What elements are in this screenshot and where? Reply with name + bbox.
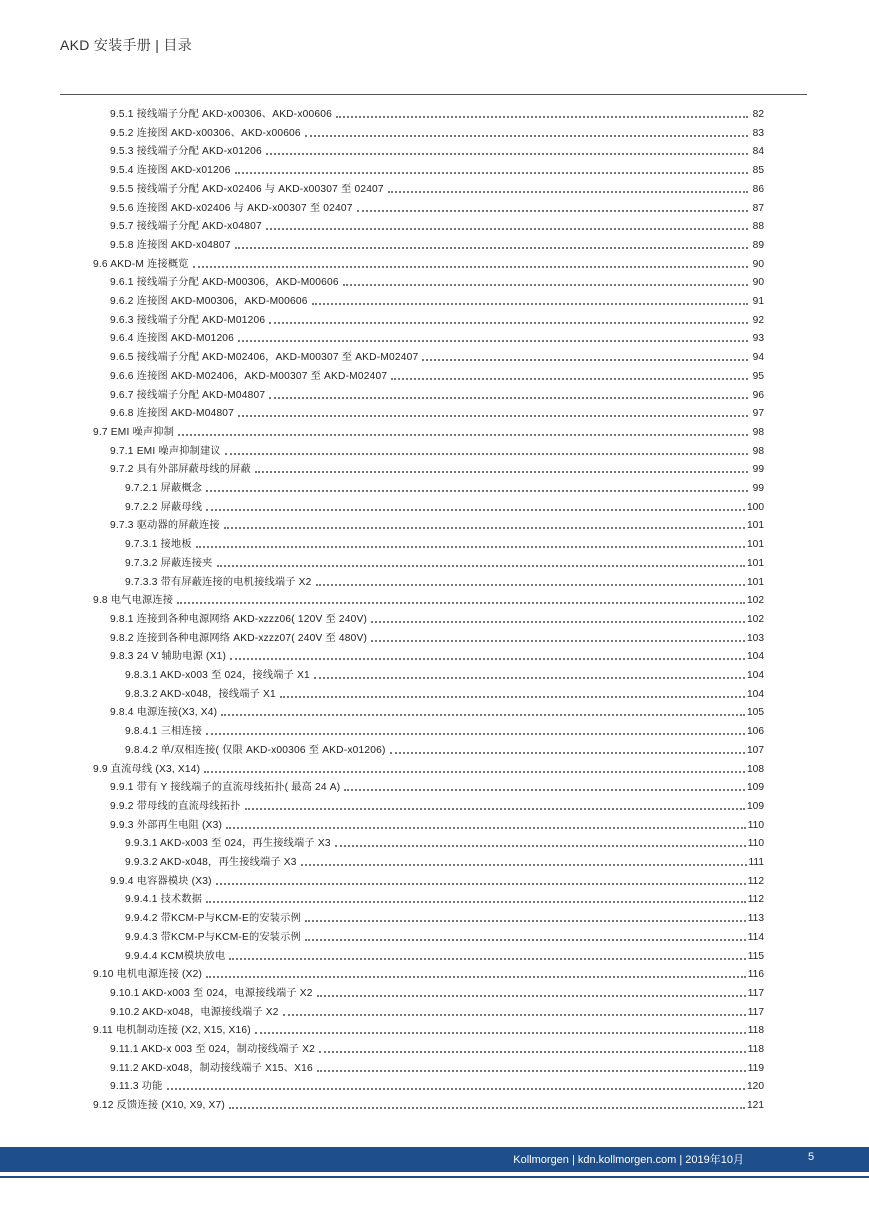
toc-entry-label: 9.7.1 EMI 噪声抑制建议 (110, 445, 221, 457)
footer-text: Kollmorgen | kdn.kollmorgen.com | 2019年10月 (513, 1154, 744, 1166)
toc-entry[interactable] (125, 832, 764, 850)
toc-entry-label: 9.10.2 AKD-x048，电源接线端子 X2 (110, 1006, 279, 1018)
toc-entry-page: 99 (752, 483, 764, 494)
toc-entry-page: 106 (747, 726, 764, 738)
toc-leader-dots (301, 864, 747, 866)
toc-entry-page: 97 (752, 408, 764, 420)
toc-entry-label: 9.5.5 接线端子分配 AKD-x02406 与 AKD-x00307 至 02407 (110, 183, 384, 195)
toc-leader-dots (206, 733, 745, 735)
toc-leader-dots (390, 752, 745, 754)
toc-entry[interactable] (125, 496, 764, 514)
toc-entry[interactable] (110, 140, 764, 158)
toc-leader-dots (317, 995, 746, 997)
toc-leader-dots (312, 303, 748, 305)
toc-entry[interactable] (110, 701, 764, 719)
toc-entry[interactable] (125, 533, 764, 551)
toc-leader-dots (206, 490, 748, 492)
toc-entry-page: 88 (752, 221, 764, 233)
toc-leader-dots (343, 284, 748, 286)
toc-leader-dots (235, 247, 748, 249)
toc-entry-page: 89 (752, 239, 764, 251)
toc-entry-page: 117 (747, 1006, 764, 1018)
toc-leader-dots (319, 1051, 746, 1053)
toc-entry-page: 95 (752, 370, 764, 382)
toc-entry-label: 9.11.1 AKD-x 003 至 024，制动接线端子 X2 (110, 1044, 315, 1055)
toc-leader-dots (391, 378, 748, 380)
toc-entry[interactable] (125, 552, 764, 570)
toc-entry-page: 83 (752, 127, 764, 139)
toc-entry[interactable] (93, 253, 764, 271)
toc-entry-label: 9.8.2 连接到各种电源网络 AKD-xzzz07( 240V 至 480V) (110, 632, 368, 644)
toc-entry-label: 9.8.3.2 AKD-x048，接线端子 X1 (125, 688, 276, 700)
toc-entry-label: 9.5.4 连接图 AKD-x01206 (110, 165, 231, 177)
toc-entry[interactable] (110, 776, 764, 794)
toc-entry-label: 9.9.4.4 KCM模块放电 (125, 950, 226, 962)
toc-leader-dots (177, 602, 745, 604)
toc-entry[interactable] (110, 103, 764, 121)
toc-leader-dots (357, 210, 748, 212)
toc-entry-page: 120 (747, 1081, 764, 1093)
toc-entry-label: 9.9.4.1 技术数据 (125, 894, 203, 906)
toc-entry-label: 9.9.2 带母线的直流母线拓扑 (110, 800, 241, 812)
toc-entry-page: 94 (752, 352, 764, 364)
toc-entry-label: 9.8.4.2 单/双相连接( 仅限 AKD-x00306 至 AKD-x01206) (125, 744, 386, 756)
toc-entry-page: 105 (747, 707, 764, 719)
toc-entry-label: 9.6.4 连接图 AKD-M01206 (110, 333, 235, 345)
toc-entry[interactable] (110, 814, 764, 832)
toc-entry-page: 108 (747, 763, 764, 775)
toc-entry-page: 101 (747, 520, 764, 532)
toc-entry-label: 9.5.1 接线端子分配 AKD-x00306、AKD-x00606 (110, 109, 332, 120)
toc-entry[interactable] (110, 1057, 764, 1075)
toc-entry[interactable] (110, 795, 764, 813)
toc-entry[interactable] (110, 234, 764, 252)
toc-entry-page: 113 (747, 913, 764, 925)
toc-leader-dots (245, 808, 745, 810)
toc-entry-page: 98 (752, 445, 764, 457)
toc-leader-dots (305, 135, 748, 137)
toc-entry[interactable] (125, 477, 764, 495)
toc-entry-label: 9.12 反馈连接 (X10, X9, X7) (93, 1100, 225, 1112)
toc-entry-label: 9.8.4.1 三相连接 (125, 726, 203, 738)
toc-leader-dots (280, 696, 745, 698)
toc-entry-label: 9.8.3.1 AKD-x003 至 024，接线端子 X1 (125, 670, 310, 681)
toc-leader-dots (196, 546, 745, 548)
toc-entry-page: 104 (747, 688, 764, 700)
toc-leader-dots (229, 958, 745, 960)
toc-entry-page: 121 (747, 1100, 764, 1112)
toc-entry-page: 84 (752, 146, 764, 158)
toc-entry-page: 119 (747, 1062, 764, 1074)
toc-entry-label: 9.11 电机制动连接 (X2, X15, X16) (93, 1025, 251, 1037)
toc-entry-page: 101 (747, 576, 764, 588)
toc-leader-dots (266, 228, 748, 230)
toc-entry-page: 91 (752, 296, 764, 307)
toc-entry-page: 99 (752, 464, 764, 476)
toc-leader-dots (317, 1070, 746, 1072)
toc-entry-label: 9.6.5 接线端子分配 AKD-M02406，AKD-M00307 至 AKD-M02407 (110, 352, 419, 364)
toc-leader-dots (238, 340, 748, 342)
toc-leader-dots (269, 322, 748, 324)
toc-entry-label: 9.7.3.3 带有屏蔽连接的电机接线端子 X2 (125, 576, 312, 588)
toc-leader-dots (255, 471, 748, 473)
toc-entry-label: 9.10 电机电源连接 (X2) (93, 969, 203, 981)
footer-page-number: 5 (808, 1151, 815, 1163)
toc-leader-dots (217, 565, 745, 567)
toc-entry-page: 111 (748, 857, 764, 868)
toc-entry[interactable] (125, 571, 764, 589)
toc-leader-dots (225, 453, 748, 455)
toc-entry-page: 85 (752, 165, 764, 177)
toc-entry[interactable] (110, 178, 764, 196)
page-header-title: AKD 安装手册 | 目录 (60, 37, 192, 53)
toc-entry[interactable] (93, 1019, 764, 1037)
toc-entry-page: 100 (747, 501, 764, 513)
toc-entry-label: 9.11.3 功能 (110, 1081, 163, 1093)
toc-entry[interactable] (110, 402, 764, 420)
toc-entry[interactable] (110, 1001, 764, 1019)
toc-entry-label: 9.5.8 连接图 AKD-x04807 (110, 239, 231, 251)
toc-leader-dots (283, 1014, 746, 1016)
toc-entry[interactable] (110, 215, 764, 233)
toc-entry[interactable] (110, 122, 764, 140)
toc-entry[interactable] (110, 309, 764, 327)
toc-entry-page: 107 (747, 744, 764, 756)
toc-entry-page: 116 (747, 969, 764, 981)
toc-entry-page: 110 (747, 838, 764, 850)
toc-entry-page: 102 (747, 613, 764, 625)
toc-entry-label: 9.6.1 接线端子分配 AKD-M00306，AKD-M00606 (110, 277, 339, 289)
toc-leader-dots (204, 771, 745, 773)
footer-divider (0, 1176, 869, 1178)
toc-leader-dots (335, 845, 746, 847)
toc-entry[interactable] (125, 720, 764, 738)
toc-entry-label: 9.8 电气电源连接 (93, 595, 174, 607)
toc-leader-dots (336, 116, 748, 118)
toc-entry-page: 93 (752, 333, 764, 345)
toc-entry-label: 9.5.7 接线端子分配 AKD-x04807 (110, 221, 262, 233)
toc-entry[interactable] (125, 851, 764, 869)
header-divider (60, 94, 807, 95)
toc-entry-label: 9.6.2 连接图 AKD-M00306，AKD-M00606 (110, 296, 308, 307)
toc-entry-label: 9.9.3.2 AKD-x048，再生接线端子 X3 (125, 857, 297, 868)
toc-leader-dots (269, 397, 748, 399)
toc-entry-label: 9.7.2.2 屏蔽母线 (125, 501, 203, 513)
toc-entry-label: 9.5.2 连接图 AKD-x00306、AKD-x00606 (110, 127, 301, 139)
toc-leader-dots (238, 415, 748, 417)
toc-entry-label: 9.10.1 AKD-x003 至 024，电源接线端子 X2 (110, 987, 313, 999)
toc-entry-label: 9.6 AKD-M 连接概览 (93, 258, 189, 270)
toc-entry-label: 9.5.3 接线端子分配 AKD-x01206 (110, 146, 262, 158)
toc-entry-label: 9.6.7 接线端子分配 AKD-M04807 (110, 389, 266, 401)
toc-entry-label: 9.7.2.1 屏蔽概念 (125, 483, 203, 494)
toc-entry-label: 9.6.6 连接图 AKD-M02406，AKD-M00307 至 AKD-M02407 (110, 370, 388, 382)
toc-leader-dots (167, 1088, 745, 1090)
toc-entry-label: 9.9.1 带有 Y 接线端子的直流母线拓扑( 最高 24 A) (110, 782, 341, 794)
toc-entry-page: 103 (747, 632, 764, 644)
toc-entry[interactable] (110, 365, 764, 383)
toc-entry[interactable] (110, 1075, 764, 1093)
toc-entry-page: 87 (752, 202, 764, 214)
toc-entry-label: 9.8.3 24 V 辅助电源 (X1) (110, 651, 227, 663)
toc-entry-label: 9.9.3.1 AKD-x003 至 024，再生接线端子 X3 (125, 838, 331, 850)
toc-leader-dots (344, 789, 745, 791)
toc-entry-page: 98 (752, 426, 764, 438)
toc-entry-page: 109 (747, 782, 764, 794)
toc-entry[interactable] (110, 627, 764, 645)
toc-entry[interactable] (110, 440, 764, 458)
toc-entry[interactable] (125, 926, 764, 944)
toc-entry-page: 86 (752, 183, 764, 195)
toc-entry-label: 9.7 EMI 噪声抑制 (93, 426, 175, 438)
toc-entry[interactable] (110, 327, 764, 345)
toc-leader-dots (216, 883, 746, 885)
toc-entry[interactable] (110, 384, 764, 402)
toc-leader-dots (371, 621, 745, 623)
toc-entry[interactable] (93, 963, 764, 981)
toc-entry[interactable] (110, 870, 764, 888)
toc-entry-page: 118 (747, 1025, 764, 1037)
toc-entry-page: 115 (747, 950, 764, 962)
toc-leader-dots (255, 1032, 746, 1034)
toc-leader-dots (305, 939, 746, 941)
toc-entry[interactable] (110, 159, 764, 177)
toc-leader-dots (314, 677, 745, 679)
toc-entry[interactable] (125, 739, 764, 757)
toc-entry[interactable] (110, 290, 764, 308)
toc-entry-label: 9.7.3.2 屏蔽连接夹 (125, 557, 213, 569)
toc-entry[interactable] (125, 888, 764, 906)
toc-leader-dots (229, 1107, 745, 1109)
toc-leader-dots (221, 714, 745, 716)
toc-entry[interactable] (110, 514, 764, 532)
toc-entry[interactable] (93, 758, 764, 776)
toc-entry-page: 104 (747, 670, 764, 681)
toc-entry-page: 101 (747, 539, 764, 551)
toc-entry-label: 9.7.2 具有外部屏蔽母线的屏蔽 (110, 464, 251, 476)
toc-leader-dots (178, 434, 748, 436)
toc-entry-page: 109 (747, 800, 764, 812)
toc-leader-dots (230, 658, 745, 660)
toc-entry-label: 9.9.4.3 带KCM-P与KCM-E的安装示例 (125, 931, 301, 943)
toc-leader-dots (226, 827, 746, 829)
toc-entry-label: 9.8.4 电源连接(X3, X4) (110, 707, 218, 719)
toc-entry[interactable] (110, 271, 764, 289)
toc-entry-page: 110 (747, 819, 764, 831)
toc-entry[interactable] (110, 197, 764, 215)
toc-entry-page: 102 (747, 595, 764, 607)
toc-entry-page: 82 (752, 109, 764, 120)
toc-entry-label: 9.9 直流母线 (X3, X14) (93, 763, 201, 775)
toc-entry-label: 9.9.4.2 带KCM-P与KCM-E的安装示例 (125, 913, 301, 925)
toc-entry-label: 9.7.3.1 接地板 (125, 539, 192, 551)
toc-entry[interactable] (125, 683, 764, 701)
toc-entry[interactable] (125, 945, 764, 963)
toc-entry[interactable] (93, 589, 764, 607)
toc-entry[interactable] (110, 346, 764, 364)
toc-entry-page: 96 (752, 389, 764, 401)
toc-leader-dots (371, 640, 745, 642)
toc-entry-label: 9.6.3 接线端子分配 AKD-M01206 (110, 314, 266, 326)
toc-entry-page: 112 (747, 875, 764, 887)
toc-entry-label: 9.9.4 电容器模块 (X3) (110, 875, 212, 887)
toc-leader-dots (305, 920, 746, 922)
toc-leader-dots (422, 359, 748, 361)
toc-entry-page: 90 (752, 277, 764, 289)
toc-entry-page: 90 (752, 258, 764, 270)
toc-entry-label: 9.6.8 连接图 AKD-M04807 (110, 408, 235, 420)
toc-entry-page: 114 (747, 931, 764, 943)
toc-leader-dots (193, 266, 748, 268)
toc-entry-label: 9.7.3 驱动器的屏蔽连接 (110, 520, 220, 532)
toc-entry-page: 118 (747, 1044, 764, 1055)
toc-leader-dots (235, 172, 748, 174)
toc-leader-dots (206, 901, 746, 903)
toc-entry[interactable] (93, 421, 764, 439)
toc-entry-label: 9.11.2 AKD-x048，制动接线端子 X15、X16 (110, 1062, 313, 1074)
toc-entry-label: 9.8.1 连接到各种电源网络 AKD-xzzz06( 120V 至 240V) (110, 613, 368, 625)
toc-entry[interactable] (125, 907, 764, 925)
toc-entry-page: 104 (747, 651, 764, 663)
toc-entry-page: 117 (747, 987, 764, 999)
toc-entry[interactable] (93, 1094, 764, 1112)
toc-entry[interactable] (110, 608, 764, 626)
toc-entry-label: 9.9.3 外部再生电阻 (X3) (110, 819, 223, 831)
toc-leader-dots (266, 153, 748, 155)
toc-leader-dots (206, 509, 745, 511)
toc-leader-dots (206, 976, 746, 978)
toc-entry-page: 112 (747, 894, 764, 906)
toc-leader-dots (224, 527, 745, 529)
toc-leader-dots (316, 584, 745, 586)
toc-entry[interactable] (110, 645, 764, 663)
toc-entry-page: 92 (752, 314, 764, 326)
toc-entry-label: 9.5.6 连接图 AKD-x02406 与 AKD-x00307 至 02407 (110, 202, 353, 214)
toc-entry[interactable] (125, 664, 764, 682)
toc-entry[interactable] (110, 1038, 764, 1056)
toc-entry[interactable] (110, 982, 764, 1000)
toc-entry-page: 101 (747, 557, 764, 569)
toc-leader-dots (388, 191, 748, 193)
toc-entry[interactable] (110, 458, 764, 476)
